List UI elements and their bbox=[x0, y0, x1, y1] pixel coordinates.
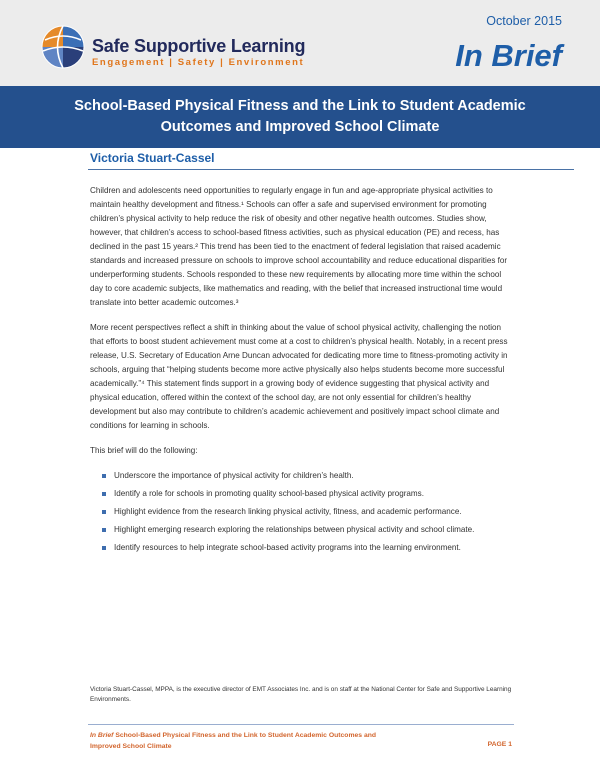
page-header bbox=[0, 0, 600, 86]
footer-divider bbox=[88, 724, 514, 725]
bullet-square-icon bbox=[102, 492, 106, 496]
list-item-text: Identify a role for schools in promoting quality school-based physical activity programs. bbox=[114, 489, 424, 498]
objectives-list bbox=[90, 469, 510, 555]
body-text bbox=[90, 184, 510, 559]
footer-series-label: In Brief bbox=[90, 732, 114, 739]
issue-date: October 2015 bbox=[486, 14, 562, 28]
author-name: Victoria Stuart-Cassel bbox=[90, 151, 215, 165]
author-note: Victoria Stuart-Cassel, MPPA, is the executive director of EMT Associates Inc. and is on staff at the National Center for Safe and Supportive Learning Environments. bbox=[90, 686, 512, 703]
list-intro: This brief will do the following: bbox=[90, 446, 198, 455]
series-title: In Brief bbox=[455, 38, 562, 73]
bullet-square-icon bbox=[102, 546, 106, 550]
author-divider bbox=[88, 169, 574, 170]
page-number: PAGE 1 bbox=[487, 741, 512, 748]
list-item-text: Identify resources to help integrate school-based activity programs into the learning environment. bbox=[114, 543, 461, 552]
footer-doc-title: School-Based Physical Fitness and the Link to Student Academic Outcomes and Improved School Climate bbox=[90, 732, 377, 750]
list-item-text: Highlight emerging research exploring the relationships between physical activity and school climate. bbox=[114, 525, 475, 534]
bullet-square-icon bbox=[102, 528, 106, 532]
paragraph-intro: Children and adolescents need opportunities to regularly engage in fun and age-appropriate physical activities to maintain healthy development and fitness.¹ Schools can offer a safe and supervised environment for promoting children’s physical activity to help reduce the risk of obesity and other negative health outcomes. Studies show, however, that children’s access to school-based fitness activities, such as physical education (PE) and recess, has declined in the past 15 years.² This trend has been tied to the enactment of federal legislation that raised academic standards and increased pressure on schools to improve school accountability and reduce educational disparities for underperforming students. Schools responded to these new requirements by allocating more time within the school day to core academic subjects, like mathematics and reading, with the belief that increased instructional time would translate into better academic outcomes.³ bbox=[90, 186, 508, 307]
list-item bbox=[102, 469, 510, 483]
list-item bbox=[102, 523, 510, 537]
list-item bbox=[102, 505, 510, 519]
globe-logo-icon bbox=[40, 24, 86, 70]
list-item-text: Underscore the importance of physical activity for children’s health. bbox=[114, 471, 354, 480]
paragraph-perspectives: More recent perspectives reflect a shift in thinking about the value of school physical activity, challenging the notion that efforts to boost student achievement must come at a cost to children’s physical health. Notably, in a recent press release, U.S. Secretary of Education Arne Duncan advocated for dedicating more time to fitness-promoting activity in schools, arguing that “helping students become more active physically also helps students become more successful academically.”⁴ This statement finds support in a growing body of evidence suggesting that physical activity and physical education, offered within the context of the school day, are not only essential for children’s healthy development but also may contribute to children’s academic achievement and positively impact school climate and conditions for learning in schools. bbox=[90, 323, 508, 430]
list-item bbox=[102, 541, 510, 555]
brand-tagline: Engagement | Safety | Environment bbox=[92, 57, 305, 68]
brand-name: Safe Supportive Learning bbox=[92, 36, 306, 56]
list-item-text: Highlight evidence from the research linking physical activity, fitness, and academic performance. bbox=[114, 507, 462, 516]
document-title: School-Based Physical Fitness and the Link to Student Academic Outcomes and Improved School Climate bbox=[74, 98, 526, 135]
bullet-square-icon bbox=[102, 510, 106, 514]
bullet-square-icon bbox=[102, 474, 106, 478]
footer-title bbox=[90, 730, 400, 752]
list-item bbox=[102, 487, 510, 501]
